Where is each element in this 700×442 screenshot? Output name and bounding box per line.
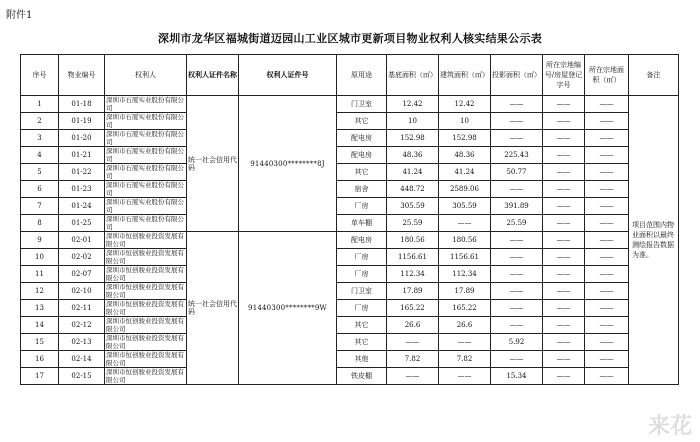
cell-parcel-area: —— bbox=[585, 351, 629, 368]
cell-build-area: 2589.06 bbox=[439, 181, 491, 198]
cell-parcel: —— bbox=[543, 368, 585, 385]
cell-base-area: 305.59 bbox=[387, 198, 439, 215]
cell-build-area: 112.34 bbox=[439, 266, 491, 283]
cell-parcel-area: —— bbox=[585, 232, 629, 249]
cell-seq: 2 bbox=[21, 113, 59, 130]
cell-property-no: 01-23 bbox=[59, 181, 105, 198]
cell-property-no: 02-13 bbox=[59, 334, 105, 351]
cell-base-area: 7.82 bbox=[387, 351, 439, 368]
cell-proj-area: —— bbox=[491, 130, 543, 147]
cell-build-area: 41.24 bbox=[439, 164, 491, 181]
cell-proj-area: 391.89 bbox=[491, 198, 543, 215]
cell-base-area: 12.42 bbox=[387, 96, 439, 113]
header-proj-area: 投影面积（㎡） bbox=[491, 55, 543, 96]
cell-owner: 深圳市石厦实业股份有限公司 bbox=[105, 198, 187, 215]
table-row bbox=[21, 368, 679, 385]
cell-seq: 12 bbox=[21, 283, 59, 300]
cell-remark: 项目范围内物业面积以最终测绘报告数据为准。 bbox=[629, 96, 679, 385]
cell-parcel-area: —— bbox=[585, 300, 629, 317]
cell-parcel-area: —— bbox=[585, 334, 629, 351]
cell-seq: 4 bbox=[21, 147, 59, 164]
cell-build-area: 180.56 bbox=[439, 232, 491, 249]
cell-proj-area: —— bbox=[491, 181, 543, 198]
cell-build-area: 48.36 bbox=[439, 147, 491, 164]
cell-parcel-area: —— bbox=[585, 317, 629, 334]
cell-owner: 深圳市石厦实业股份有限公司 bbox=[105, 215, 187, 232]
cell-seq: 13 bbox=[21, 300, 59, 317]
cell-proj-area: —— bbox=[491, 300, 543, 317]
cell-use: 门卫室 bbox=[337, 283, 387, 300]
cell-base-area: 17.89 bbox=[387, 283, 439, 300]
cell-build-area: 12.42 bbox=[439, 96, 491, 113]
cell-parcel: —— bbox=[543, 96, 585, 113]
table-row bbox=[21, 113, 679, 130]
header-property-no: 物业编号 bbox=[59, 55, 105, 96]
cell-owner: 深圳市石厦实业股份有限公司 bbox=[105, 113, 187, 130]
cell-seq: 11 bbox=[21, 266, 59, 283]
cell-property-no: 01-24 bbox=[59, 198, 105, 215]
page-title: 深圳市龙华区福城街道迈园山工业区城市更新项目物业权利人核实结果公示表 bbox=[157, 32, 543, 45]
cell-parcel: —— bbox=[543, 300, 585, 317]
table-row bbox=[21, 164, 679, 181]
cell-owner: 深圳市恒创骏业投资发展有限公司 bbox=[105, 249, 187, 266]
cell-parcel-area: —— bbox=[585, 130, 629, 147]
cell-proj-area: 5.92 bbox=[491, 334, 543, 351]
cell-seq: 17 bbox=[21, 368, 59, 385]
cell-use: 宿舍 bbox=[337, 181, 387, 198]
cell-owner: 深圳市恒创骏业投资发展有限公司 bbox=[105, 232, 187, 249]
verification-table bbox=[20, 54, 679, 385]
table-row bbox=[21, 266, 679, 283]
cell-property-no: 01-21 bbox=[59, 147, 105, 164]
cell-parcel-area: —— bbox=[585, 215, 629, 232]
table-row bbox=[21, 283, 679, 300]
cell-proj-area: —— bbox=[491, 283, 543, 300]
cell-property-no: 01-25 bbox=[59, 215, 105, 232]
header-owner: 权利人 bbox=[105, 55, 187, 96]
cell-use: 厂房 bbox=[337, 300, 387, 317]
cell-parcel: —— bbox=[543, 164, 585, 181]
header-parcel: 所在宗地编号/房屋登记字号 bbox=[543, 55, 585, 96]
cell-build-area: —— bbox=[439, 368, 491, 385]
cell-owner: 深圳市石厦实业股份有限公司 bbox=[105, 181, 187, 198]
cell-seq: 8 bbox=[21, 215, 59, 232]
cell-parcel-area: —— bbox=[585, 164, 629, 181]
cell-build-area: 1156.61 bbox=[439, 249, 491, 266]
header-base-area: 基底面积（㎡） bbox=[387, 55, 439, 96]
cell-parcel: —— bbox=[543, 232, 585, 249]
cell-base-area: 26.6 bbox=[387, 317, 439, 334]
cell-use: 配电房 bbox=[337, 147, 387, 164]
cell-property-no: 01-18 bbox=[59, 96, 105, 113]
cell-proj-area: —— bbox=[491, 351, 543, 368]
cell-parcel-area: —— bbox=[585, 266, 629, 283]
table-row bbox=[21, 351, 679, 368]
cell-parcel: —— bbox=[543, 249, 585, 266]
header-cert-name: 权利人证件名称 bbox=[187, 55, 239, 96]
cell-property-no: 02-12 bbox=[59, 317, 105, 334]
cell-owner: 深圳市石厦实业股份有限公司 bbox=[105, 164, 187, 181]
cell-cert-no-group1: 91440300********8J bbox=[239, 96, 337, 232]
cell-proj-area: 15.34 bbox=[491, 368, 543, 385]
table-row bbox=[21, 130, 679, 147]
cell-cert-name-group2: 统一社会信用代码 bbox=[187, 232, 239, 385]
cell-use: 其它 bbox=[337, 334, 387, 351]
cell-build-area: 152.98 bbox=[439, 130, 491, 147]
cell-use: 配电房 bbox=[337, 232, 387, 249]
cell-parcel: —— bbox=[543, 130, 585, 147]
cell-seq: 14 bbox=[21, 317, 59, 334]
cell-proj-area: —— bbox=[491, 232, 543, 249]
cell-use: 厂房 bbox=[337, 266, 387, 283]
cell-build-area: —— bbox=[439, 334, 491, 351]
cell-base-area: —— bbox=[387, 368, 439, 385]
cell-base-area: 165.22 bbox=[387, 300, 439, 317]
cell-property-no: 02-15 bbox=[59, 368, 105, 385]
cell-use: 其它 bbox=[337, 113, 387, 130]
cell-build-area: 10 bbox=[439, 113, 491, 130]
header-build-area: 建筑面积（㎡） bbox=[439, 55, 491, 96]
cell-property-no: 02-14 bbox=[59, 351, 105, 368]
table-row bbox=[21, 300, 679, 317]
watermark-logo: 来花 bbox=[647, 414, 692, 439]
cell-seq: 15 bbox=[21, 334, 59, 351]
cell-base-area: 10 bbox=[387, 113, 439, 130]
cell-parcel-area: —— bbox=[585, 96, 629, 113]
cell-property-no: 02-02 bbox=[59, 249, 105, 266]
cell-owner: 深圳市恒创骏业投资发展有限公司 bbox=[105, 334, 187, 351]
cell-seq: 9 bbox=[21, 232, 59, 249]
cell-seq: 5 bbox=[21, 164, 59, 181]
table-row bbox=[21, 317, 679, 334]
cell-owner: 深圳市恒创骏业投资发展有限公司 bbox=[105, 283, 187, 300]
cell-seq: 16 bbox=[21, 351, 59, 368]
cell-property-no: 02-01 bbox=[59, 232, 105, 249]
table-row bbox=[21, 232, 679, 249]
cell-owner: 深圳市恒创骏业投资发展有限公司 bbox=[105, 368, 187, 385]
header-row bbox=[21, 55, 679, 96]
cell-owner: 深圳市恒创骏业投资发展有限公司 bbox=[105, 300, 187, 317]
cell-base-area: 448.72 bbox=[387, 181, 439, 198]
cell-base-area: 180.56 bbox=[387, 232, 439, 249]
cell-property-no: 01-19 bbox=[59, 113, 105, 130]
cell-use: 厂房 bbox=[337, 249, 387, 266]
cell-base-area: —— bbox=[387, 334, 439, 351]
cell-base-area: 112.34 bbox=[387, 266, 439, 283]
cell-owner: 深圳市石厦实业股份有限公司 bbox=[105, 130, 187, 147]
cell-property-no: 02-11 bbox=[59, 300, 105, 317]
cell-parcel: —— bbox=[543, 334, 585, 351]
table-row bbox=[21, 334, 679, 351]
cell-property-no: 02-10 bbox=[59, 283, 105, 300]
header-seq: 序号 bbox=[21, 55, 59, 96]
cell-parcel: —— bbox=[543, 198, 585, 215]
cell-property-no: 02-07 bbox=[59, 266, 105, 283]
cell-owner: 深圳市恒创骏业投资发展有限公司 bbox=[105, 351, 187, 368]
cell-parcel: —— bbox=[543, 283, 585, 300]
cell-proj-area: 225.43 bbox=[491, 147, 543, 164]
header-remark: 备注 bbox=[629, 55, 679, 96]
cell-build-area: 7.82 bbox=[439, 351, 491, 368]
cell-proj-area: —— bbox=[491, 317, 543, 334]
cell-base-area: 152.98 bbox=[387, 130, 439, 147]
table-row bbox=[21, 147, 679, 164]
cell-parcel-area: —— bbox=[585, 113, 629, 130]
cell-proj-area: 50.77 bbox=[491, 164, 543, 181]
cell-parcel-area: —— bbox=[585, 249, 629, 266]
cell-parcel-area: —— bbox=[585, 368, 629, 385]
cell-owner: 深圳市恒创骏业投资发展有限公司 bbox=[105, 317, 187, 334]
cell-base-area: 48.36 bbox=[387, 147, 439, 164]
cell-proj-area: 25.59 bbox=[491, 215, 543, 232]
cell-use: 铁皮棚 bbox=[337, 368, 387, 385]
header-use: 原用途 bbox=[337, 55, 387, 96]
cell-parcel-area: —— bbox=[585, 198, 629, 215]
cell-owner: 深圳市石厦实业股份有限公司 bbox=[105, 147, 187, 164]
cell-base-area: 25.59 bbox=[387, 215, 439, 232]
cell-property-no: 01-20 bbox=[59, 130, 105, 147]
table-row bbox=[21, 96, 679, 113]
cell-owner: 深圳市恒创骏业投资发展有限公司 bbox=[105, 266, 187, 283]
cell-owner: 深圳市石厦实业股份有限公司 bbox=[105, 96, 187, 113]
cell-seq: 6 bbox=[21, 181, 59, 198]
cell-build-area: —— bbox=[439, 215, 491, 232]
cell-base-area: 1156.61 bbox=[387, 249, 439, 266]
cell-parcel-area: —— bbox=[585, 181, 629, 198]
cell-use: 配电房 bbox=[337, 130, 387, 147]
cell-use: 其他 bbox=[337, 351, 387, 368]
cell-proj-area: —— bbox=[491, 96, 543, 113]
table-row bbox=[21, 215, 679, 232]
cell-cert-no-group2: 91440300********9W bbox=[239, 232, 337, 385]
cell-parcel: —— bbox=[543, 266, 585, 283]
cell-seq: 1 bbox=[21, 96, 59, 113]
cell-use: 厂房 bbox=[337, 198, 387, 215]
cell-use: 门卫室 bbox=[337, 96, 387, 113]
cell-build-area: 165.22 bbox=[439, 300, 491, 317]
cell-parcel: —— bbox=[543, 351, 585, 368]
cell-parcel: —— bbox=[543, 181, 585, 198]
cell-parcel: —— bbox=[543, 113, 585, 130]
cell-parcel: —— bbox=[543, 147, 585, 164]
cell-proj-area: —— bbox=[491, 113, 543, 130]
cell-parcel-area: —— bbox=[585, 283, 629, 300]
cell-property-no: 01-22 bbox=[59, 164, 105, 181]
table-row bbox=[21, 249, 679, 266]
cell-parcel: —— bbox=[543, 215, 585, 232]
cell-proj-area: —— bbox=[491, 266, 543, 283]
cell-seq: 10 bbox=[21, 249, 59, 266]
cell-build-area: 26.6 bbox=[439, 317, 491, 334]
table-row bbox=[21, 181, 679, 198]
cell-proj-area: —— bbox=[491, 249, 543, 266]
cell-parcel: —— bbox=[543, 317, 585, 334]
cell-cert-name-group1: 统一社会信用代码 bbox=[187, 96, 239, 232]
cell-use: 其它 bbox=[337, 164, 387, 181]
cell-build-area: 305.59 bbox=[439, 198, 491, 215]
header-cert-no: 权利人证件号 bbox=[239, 55, 337, 96]
annex-label: 附件1 bbox=[6, 10, 33, 21]
header-parcel-area: 所在宗地面积（㎡） bbox=[585, 55, 629, 96]
cell-use: 其它 bbox=[337, 317, 387, 334]
cell-seq: 7 bbox=[21, 198, 59, 215]
cell-parcel-area: —— bbox=[585, 147, 629, 164]
cell-base-area: 41.24 bbox=[387, 164, 439, 181]
cell-use: 单车棚 bbox=[337, 215, 387, 232]
cell-build-area: 17.89 bbox=[439, 283, 491, 300]
cell-seq: 3 bbox=[21, 130, 59, 147]
table-row bbox=[21, 198, 679, 215]
